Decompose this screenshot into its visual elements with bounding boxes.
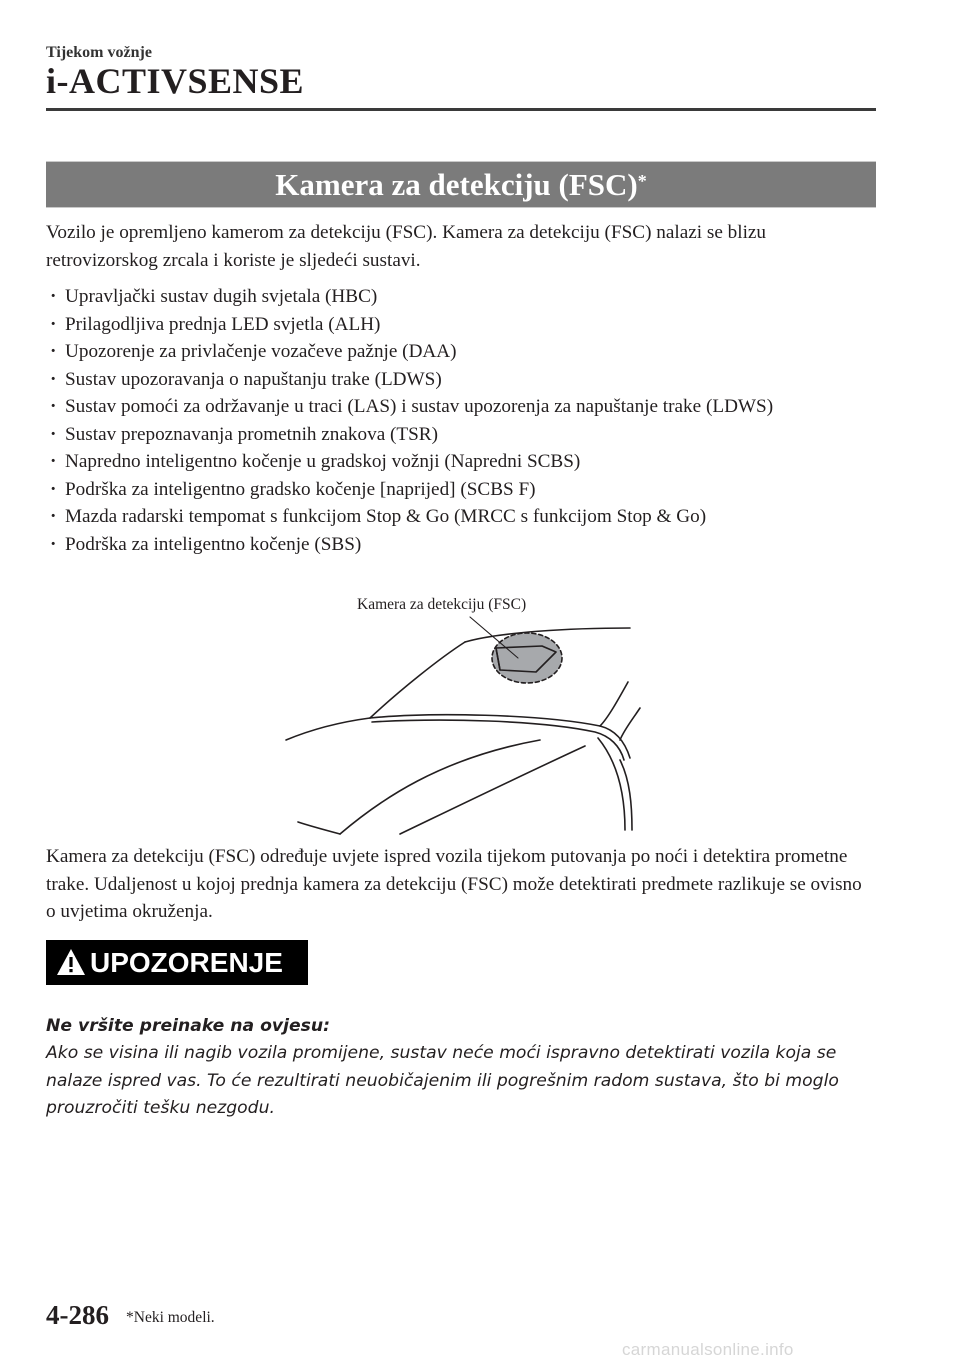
- cowl-line: [372, 720, 624, 760]
- list-item: · Sustav prepoznavanja prometnih znakova (TSR): [46, 421, 876, 449]
- footnote: *Neki modeli.: [126, 1309, 215, 1326]
- list-item: · Sustav pomoći za održavanje u traci (LAS) i sustav upozorenja za napuštanje trake (LDWS): [46, 393, 876, 421]
- list-item: · Mazda radarski tempomat s funkcijom Stop & Go (MRCC s funkcijom Stop & Go): [46, 503, 876, 531]
- watermark: carmanualsonline.info: [622, 1340, 794, 1359]
- hood-crease: [340, 740, 540, 834]
- section-title: i-ACTIVSENSE: [46, 61, 305, 101]
- list-item: · Napredno inteligentno kočenje u gradskoj vožnji (Napredni SCBS): [46, 448, 876, 476]
- list-item: · Podrška za inteligentno gradsko kočenje [naprijed] (SCBS F): [46, 476, 876, 504]
- topic-banner: [46, 161, 876, 208]
- page-number: 4-286: [46, 1300, 109, 1330]
- warning-text: Ako se visina ili nagib vozila promijene, sustav neće moći ispravno detektirati vozila koja se nalaze ispred vas. To će rezultirati neuobičajenim ili pogrešnim radom sustava, što bi moglo prouzročiti tešku nezgodu.: [46, 1043, 839, 1118]
- list-item: · Sustav upozoravanja o napuštanju trake (LDWS): [46, 366, 876, 394]
- topic-title: Kamera za detekciju (FSC): [275, 167, 638, 202]
- windshield-pillar: [370, 642, 465, 718]
- list-item: · Prilagodljiva prednja LED svjetla (ALH): [46, 311, 876, 339]
- description-paragraph: Kamera za detekciju (FSC) određuje uvjete ispred vozila tijekom putovanja po noći i detektira prometne trake. Udaljenost u kojoj prednja kamera za detekciju (FSC) može detektirati predmete razlikuje se ovisno o uvjetima okruženja.: [46, 846, 862, 922]
- chapter-title: Tijekom vožnje: [46, 44, 152, 61]
- systems-list: [46, 283, 876, 558]
- door-edge: [620, 708, 640, 740]
- a-pillar: [600, 682, 628, 726]
- hood-crease-2: [400, 746, 585, 834]
- figure-label: Kamera za detekciju (FSC): [357, 596, 527, 613]
- warning-label: UPOZORENJE: [90, 947, 283, 978]
- windshield-camera-illustration: [280, 590, 650, 838]
- model-asterisk: *: [637, 171, 647, 191]
- bumper-line: [298, 822, 340, 834]
- intro-paragraph: Vozilo je opremljeno kamerom za detekciju (FSC). Kamera za detekciju (FSC) nalazi se blizu retrovizorskog zrcala i koriste je sljedeći sustavi.: [46, 222, 767, 271]
- hood-line: [286, 718, 370, 740]
- list-item: · Podrška za inteligentno kočenje (SBS): [46, 531, 876, 559]
- list-item: · Upozorenje za privlačenje vozačeve pažnje (DAA): [46, 338, 876, 366]
- warning-heading: Ne vršite preinake na ovjesu:: [46, 1016, 331, 1036]
- list-item: · Upravljački sustav dugih svjetala (HBC): [46, 283, 876, 311]
- warning-icon: [56, 948, 86, 976]
- header-divider: [46, 108, 876, 111]
- warning-badge: [46, 940, 308, 985]
